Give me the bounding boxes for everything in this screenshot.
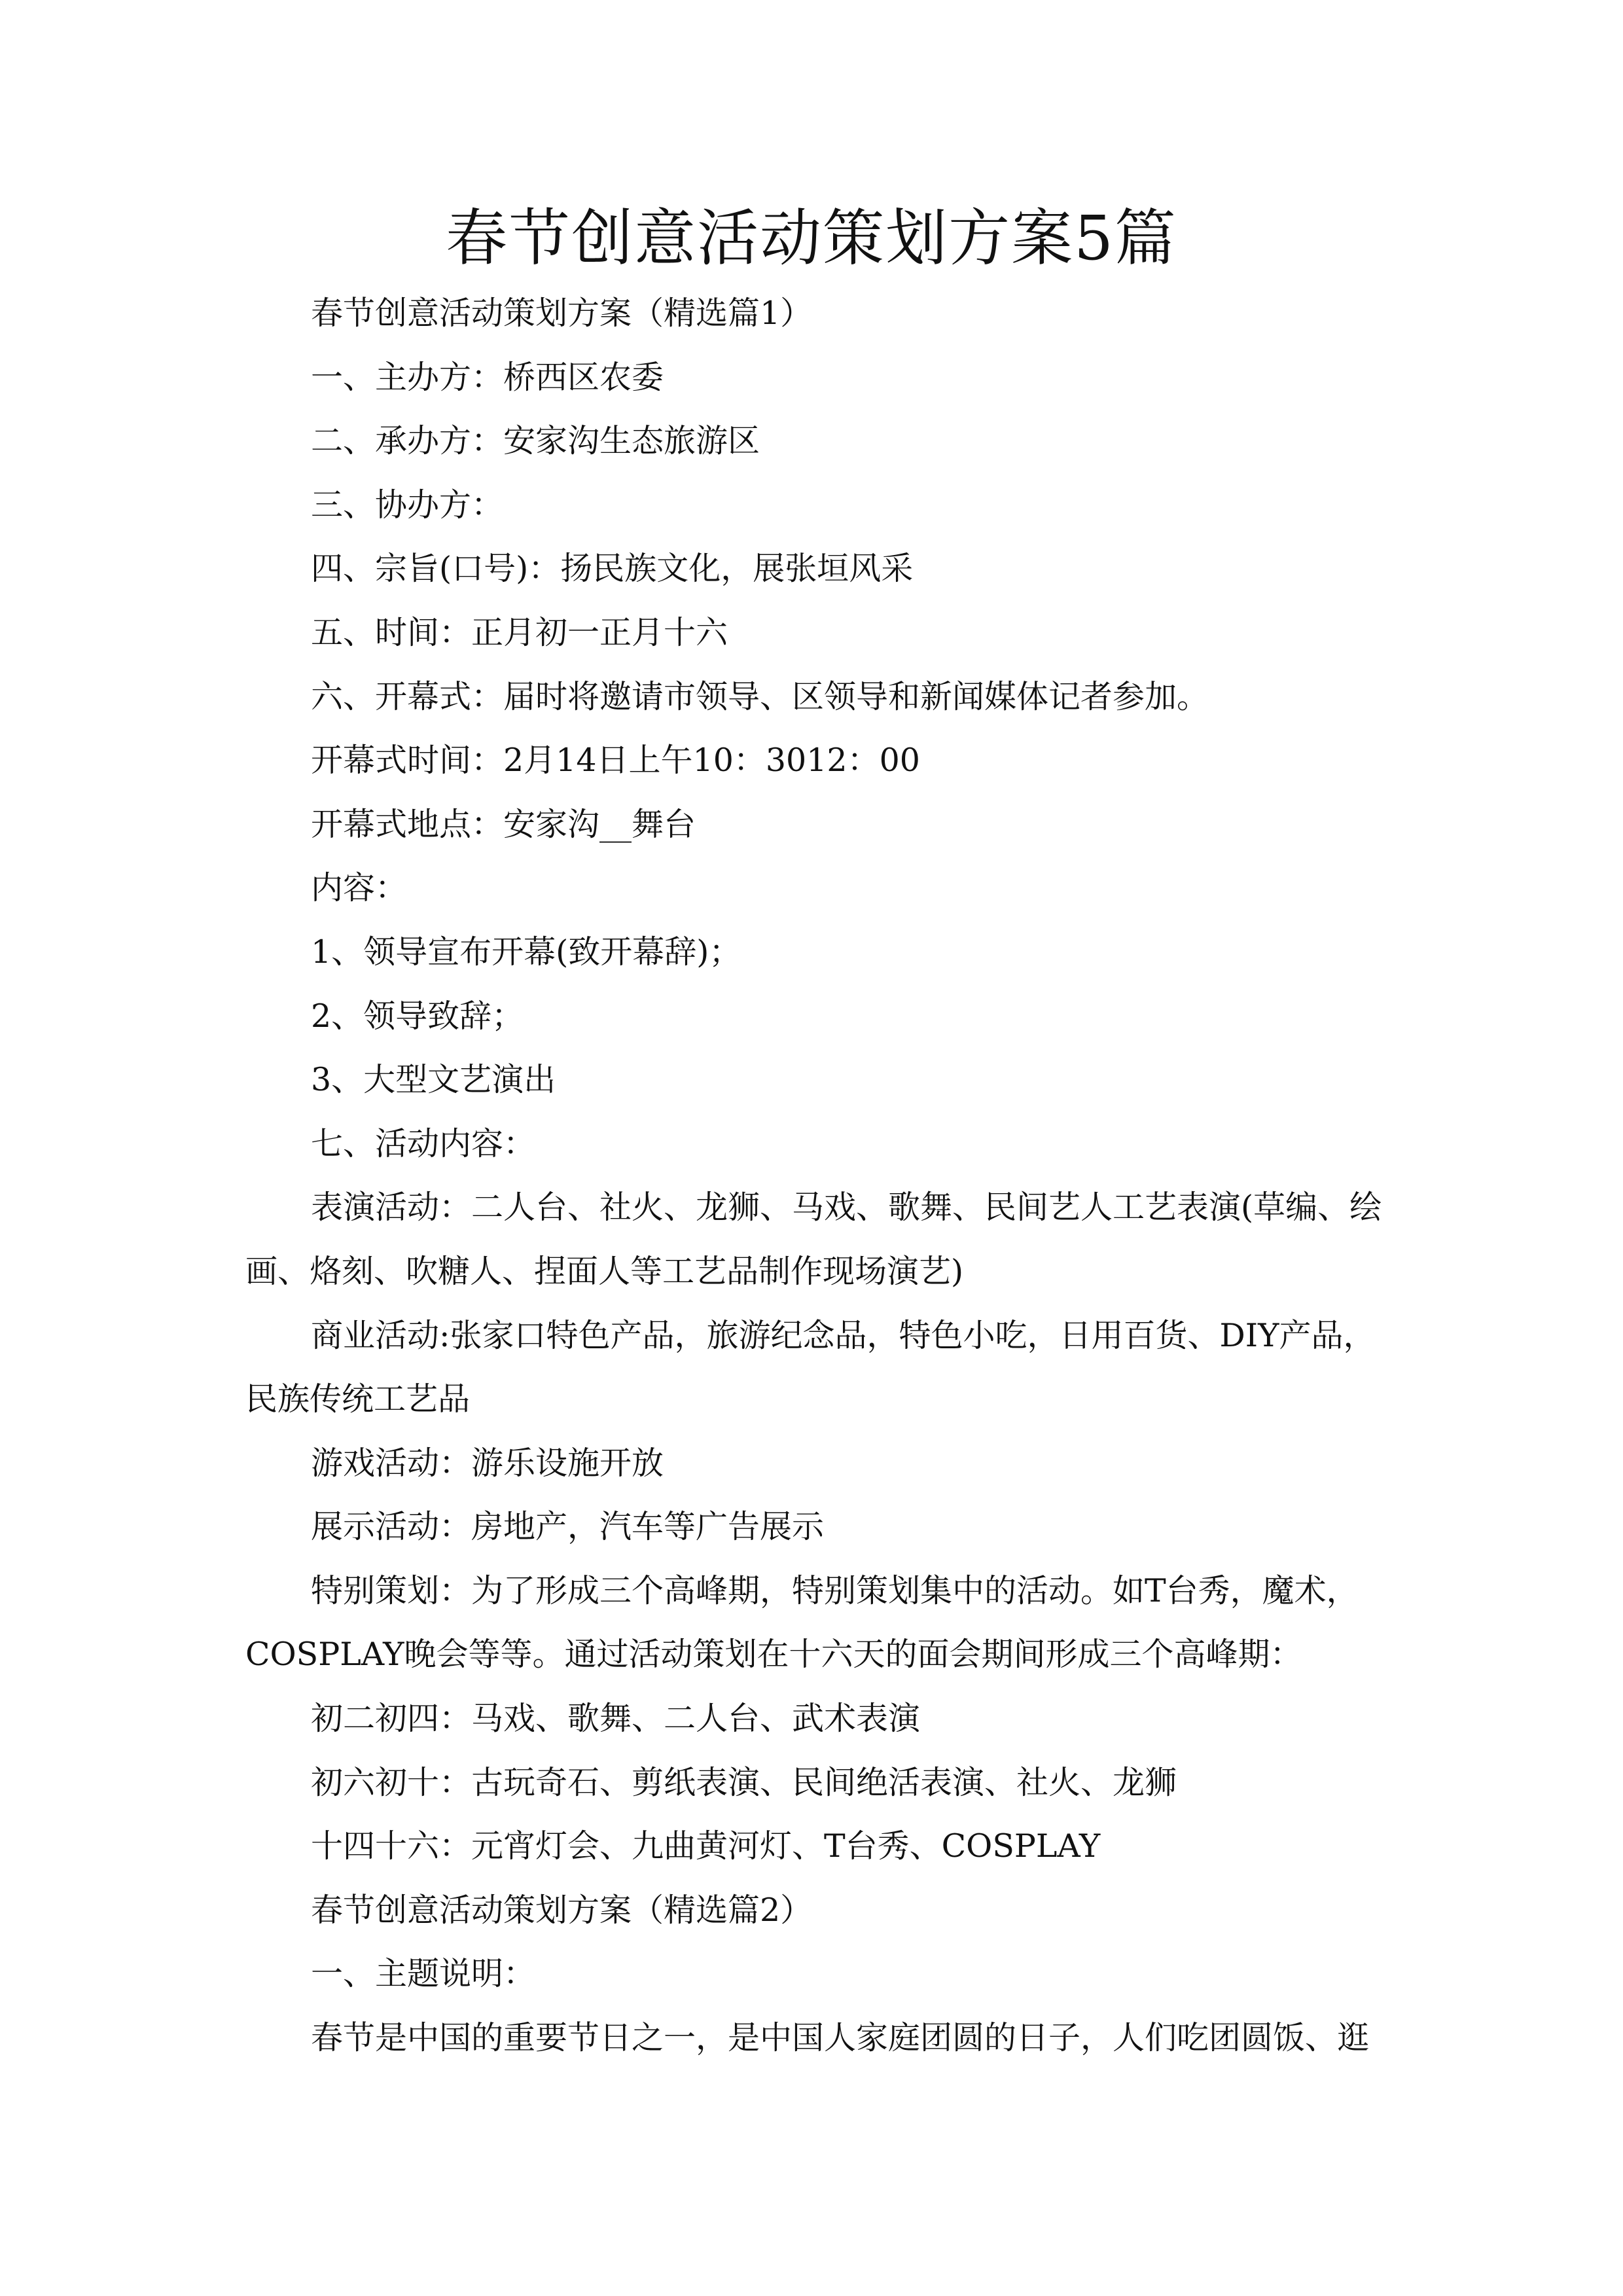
paragraph: 开幕式地点：安家沟__舞台 bbox=[311, 805, 696, 843]
paragraph: 1、领导宣布开幕(致开幕辞)； bbox=[311, 933, 741, 971]
paragraph: 二、承办方：安家沟生态旅游区 bbox=[311, 422, 760, 460]
paragraph: 六、开幕式：届时将邀请市领导、区领导和新闻媒体记者参加。 bbox=[311, 677, 1209, 715]
paragraph: 商业活动:张家口特色产品，旅游纪念品，特色小吃，日用百货、DIY产品，民族传统工艺品 bbox=[245, 1316, 1376, 1418]
paragraph: 3、大型文艺演出 bbox=[311, 1061, 556, 1099]
paragraph: 初二初四：马戏、歌舞、二人台、武术表演 bbox=[311, 1700, 921, 1738]
document-title: 春节创意活动策划方案5篇 bbox=[446, 203, 1177, 274]
paragraph: 游戏活动：游乐设施开放 bbox=[311, 1444, 664, 1482]
document-body bbox=[245, 281, 1404, 2070]
paragraph: 春节创意活动策划方案（精选篇2） bbox=[311, 1891, 813, 1929]
paragraph: 春节创意活动策划方案（精选篇1） bbox=[311, 295, 813, 332]
paragraph: 五、时间：正月初一正月十六 bbox=[311, 613, 728, 651]
paragraph: 一、主办方：桥西区农委 bbox=[311, 358, 664, 396]
paragraph: 展示活动：房地产，汽车等广告展示 bbox=[311, 1508, 825, 1546]
paragraph: 七、活动内容： bbox=[311, 1124, 536, 1162]
paragraph: 2、领导致辞； bbox=[311, 997, 524, 1035]
paragraph: 一、主题说明： bbox=[311, 1955, 536, 1993]
paragraph: 表演活动：二人台、社火、龙狮、马戏、歌舞、民间艺人工艺表演(草编、绘画、烙刻、吹糖人、捏面人等工艺品制作现场演艺) bbox=[245, 1189, 1382, 1290]
paragraph: 初六初十：古玩奇石、剪纸表演、民间绝活表演、社火、龙狮 bbox=[311, 1763, 1177, 1801]
paragraph: 开幕式时间：2月14日上午10：3012：00 bbox=[311, 742, 920, 780]
paragraph: 内容： bbox=[311, 869, 408, 907]
paragraph: 三、协办方： bbox=[311, 486, 504, 524]
paragraph: 十四十六：元宵灯会、九曲黄河灯、T台秀、COSPLAY bbox=[311, 1827, 1101, 1865]
paragraph: 特别策划：为了形成三个高峰期，特别策划集中的活动。如T台秀，魔术，COSPLAY晚会等等。通过活动策划在十六天的面会期间形成三个高峰期： bbox=[245, 1571, 1359, 1674]
paragraph: 春节是中国的重要节日之一，是中国人家庭团圆的日子，人们吃团圆饭、逛 bbox=[311, 2019, 1370, 2057]
paragraph: 四、宗旨(口号)：扬民族文化，展张垣风采 bbox=[311, 550, 914, 588]
